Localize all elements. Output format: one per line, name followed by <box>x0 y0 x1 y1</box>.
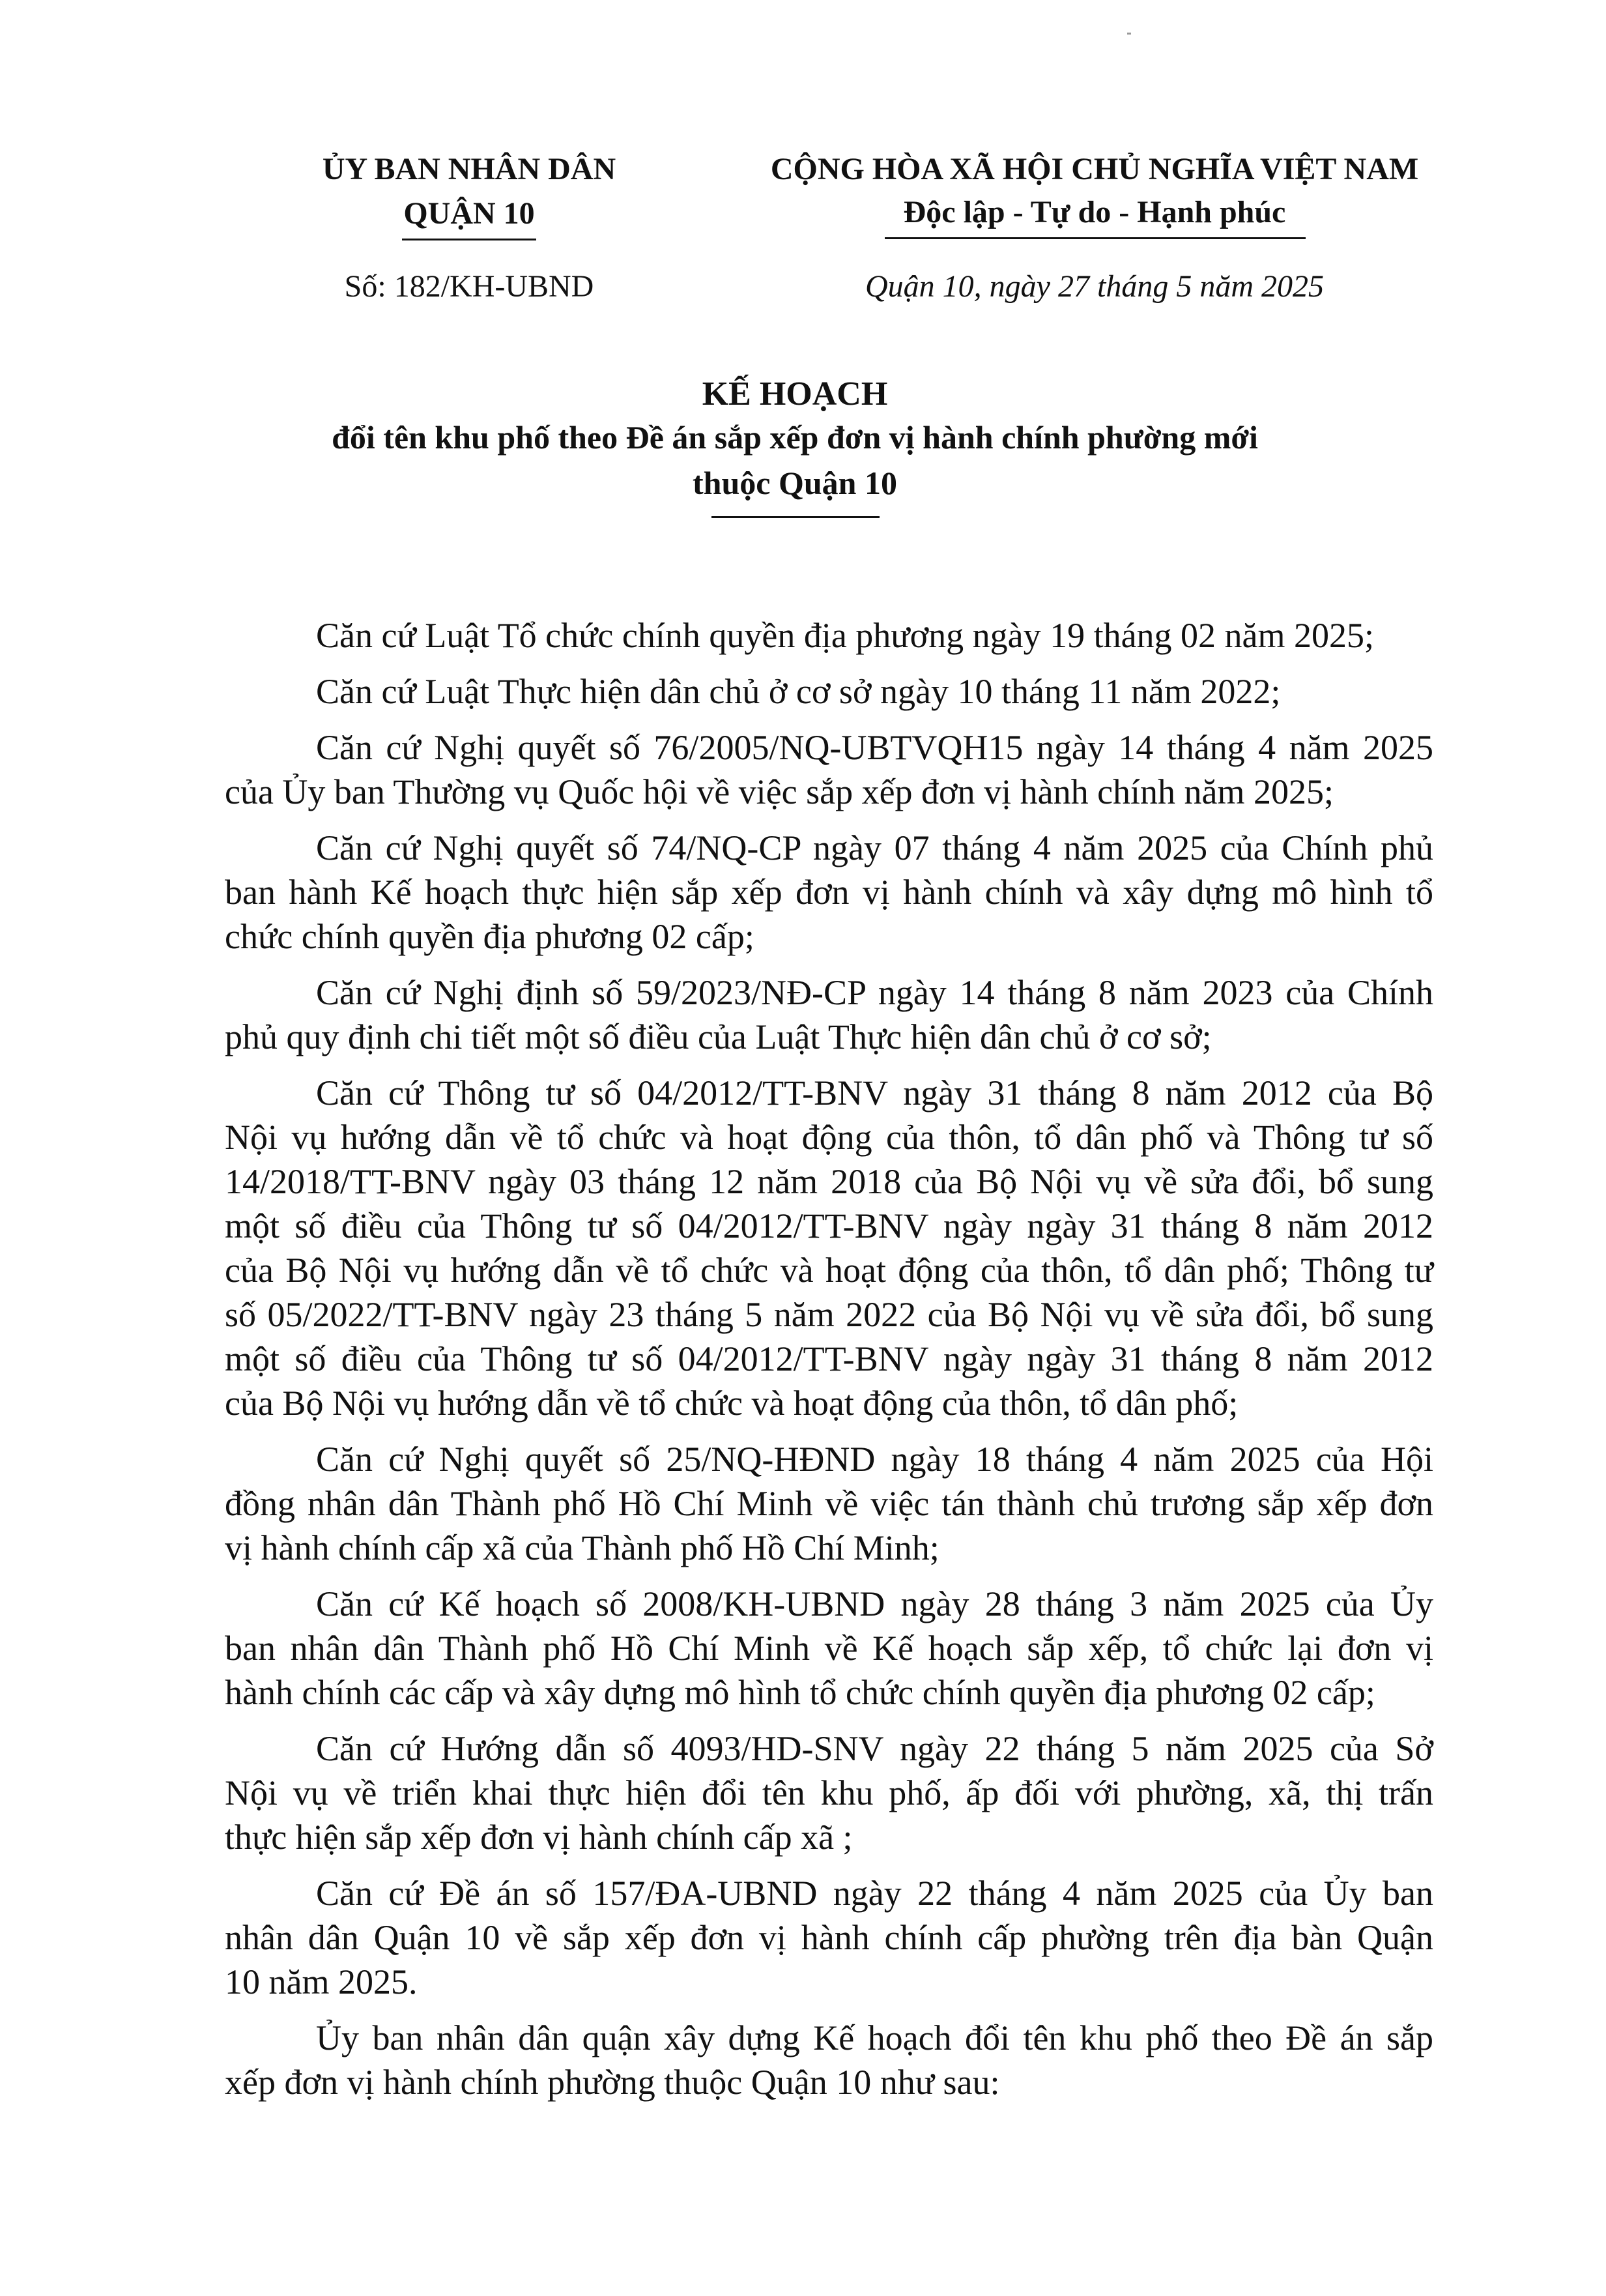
body-line: Nội vụ hướng dẫn về tổ chức và hoạt động của thôn, tổ dân phố và Thông tư số <box>225 1118 1433 1157</box>
body-line: Căn cứ Nghị quyết số 74/NQ-CP ngày 07 tháng 4 năm 2025 của Chính phủ <box>316 828 1433 867</box>
title-underline <box>711 516 880 518</box>
body-line: nhân dân Quận 10 về sắp xếp đơn vị hành chính cấp phường trên địa bàn Quận <box>225 1918 1433 1957</box>
body-line: Nội vụ về triển khai thực hiện đổi tên khu phố, ấp đối với phường, xã, thị trấn <box>225 1773 1433 1812</box>
agency-name: ỦY BAN NHÂN DÂN <box>322 152 616 186</box>
body-line: Căn cứ Luật Tổ chức chính quyền địa phương ngày 19 tháng 02 năm 2025; <box>316 616 1375 655</box>
body-line: 14/2018/TT-BNV ngày 03 tháng 12 năm 2018 của Bộ Nội vụ về sửa đổi, bổ sung <box>225 1162 1433 1201</box>
body-line: Căn cứ Nghị định số 59/2023/NĐ-CP ngày 14 tháng 8 năm 2023 của Chính <box>316 973 1433 1012</box>
document-type-heading: KẾ HOẠCH <box>702 375 888 413</box>
body-line: một số điều của Thông tư số 04/2012/TT-BNV ngày ngày 31 tháng 8 năm 2012 <box>225 1339 1433 1378</box>
body-line: hành chính các cấp và xây dựng mô hình tổ chức chính quyền địa phương 02 cấp; <box>225 1673 1375 1712</box>
body-line: xếp đơn vị hành chính phường thuộc Quận 10 như sau: <box>225 2063 1000 2102</box>
nation-motto: Độc lập - Tự do - Hạnh phúc <box>903 195 1286 229</box>
body-line: phủ quy định chi tiết một số điều của Luật Thực hiện dân chủ ở cơ sở; <box>225 1017 1212 1056</box>
body-line: thực hiện sắp xếp đơn vị hành chính cấp xã ; <box>225 1818 853 1857</box>
motto-underline <box>885 237 1306 239</box>
document-subtitle-line1: đổi tên khu phố theo Đề án sắp xếp đơn vị hành chính phường mới <box>332 419 1258 456</box>
nation-name: CỘNG HÒA XÃ HỘI CHỦ NGHĨA VIỆT NAM <box>770 152 1419 186</box>
body-line: 10 năm 2025. <box>225 1962 418 2001</box>
agency-underline <box>402 239 536 240</box>
body-line: một số điều của Thông tư số 04/2012/TT-BNV ngày ngày 31 tháng 8 năm 2012 <box>225 1206 1433 1245</box>
document-subtitle-line2: thuộc Quận 10 <box>693 465 897 501</box>
body-line: của Ủy ban Thường vụ Quốc hội về việc sắp xếp đơn vị hành chính năm 2025; <box>225 772 1334 811</box>
body-line: chức chính quyền địa phương 02 cấp; <box>225 917 754 956</box>
scan-speck <box>1127 33 1131 35</box>
body-line: vị hành chính cấp xã của Thành phố Hồ Chí Minh; <box>225 1528 939 1567</box>
body-line: Căn cứ Hướng dẫn số 4093/HD-SNV ngày 22 tháng 5 năm 2025 của Sở <box>316 1729 1433 1768</box>
body-line: Căn cứ Luật Thực hiện dân chủ ở cơ sở ngày 10 tháng 11 năm 2022; <box>316 672 1281 711</box>
body-line: ban nhân dân Thành phố Hồ Chí Minh về Kế hoạch sắp xếp, tổ chức lại đơn vị <box>225 1629 1433 1668</box>
body-line: đồng nhân dân Thành phố Hồ Chí Minh về việc tán thành chủ trương sắp xếp đơn <box>225 1484 1433 1523</box>
body-line: Căn cứ Kế hoạch số 2008/KH-UBND ngày 28 tháng 3 năm 2025 của Ủy <box>316 1584 1433 1623</box>
body-line: của Bộ Nội vụ hướng dẫn về tổ chức và hoạt động của thôn, tổ dân phố; <box>225 1384 1239 1423</box>
agency-district: QUẬN 10 <box>403 196 535 231</box>
document-number: Số: 182/KH-UBND <box>344 269 594 304</box>
body-line: của Bộ Nội vụ hướng dẫn về tổ chức và hoạt động của thôn, tổ dân phố; Thông tư <box>225 1251 1433 1290</box>
body-line: Căn cứ Thông tư số 04/2012/TT-BNV ngày 31 tháng 8 năm 2012 của Bộ <box>316 1073 1433 1112</box>
body-line: số 05/2022/TT-BNV ngày 23 tháng 5 năm 2022 của Bộ Nội vụ về sửa đổi, bổ sung <box>225 1295 1433 1334</box>
body-line: ban hành Kế hoạch thực hiện sắp xếp đơn vị hành chính và xây dựng mô hình tổ <box>225 873 1433 912</box>
body-line: Căn cứ Đề án số 157/ĐA-UBND ngày 22 tháng 4 năm 2025 của Ủy ban <box>316 1874 1433 1913</box>
place-date: Quận 10, ngày 27 tháng 5 năm 2025 <box>865 269 1324 304</box>
body-line: Ủy ban nhân dân quận xây dựng Kế hoạch đổi tên khu phố theo Đề án sắp <box>316 2018 1433 2057</box>
body-line: Căn cứ Nghị quyết số 25/NQ-HĐND ngày 18 tháng 4 năm 2025 của Hội <box>316 1440 1433 1479</box>
body-line: Căn cứ Nghị quyết số 76/2005/NQ-UBTVQH15 ngày 14 tháng 4 năm 2025 <box>316 728 1433 767</box>
